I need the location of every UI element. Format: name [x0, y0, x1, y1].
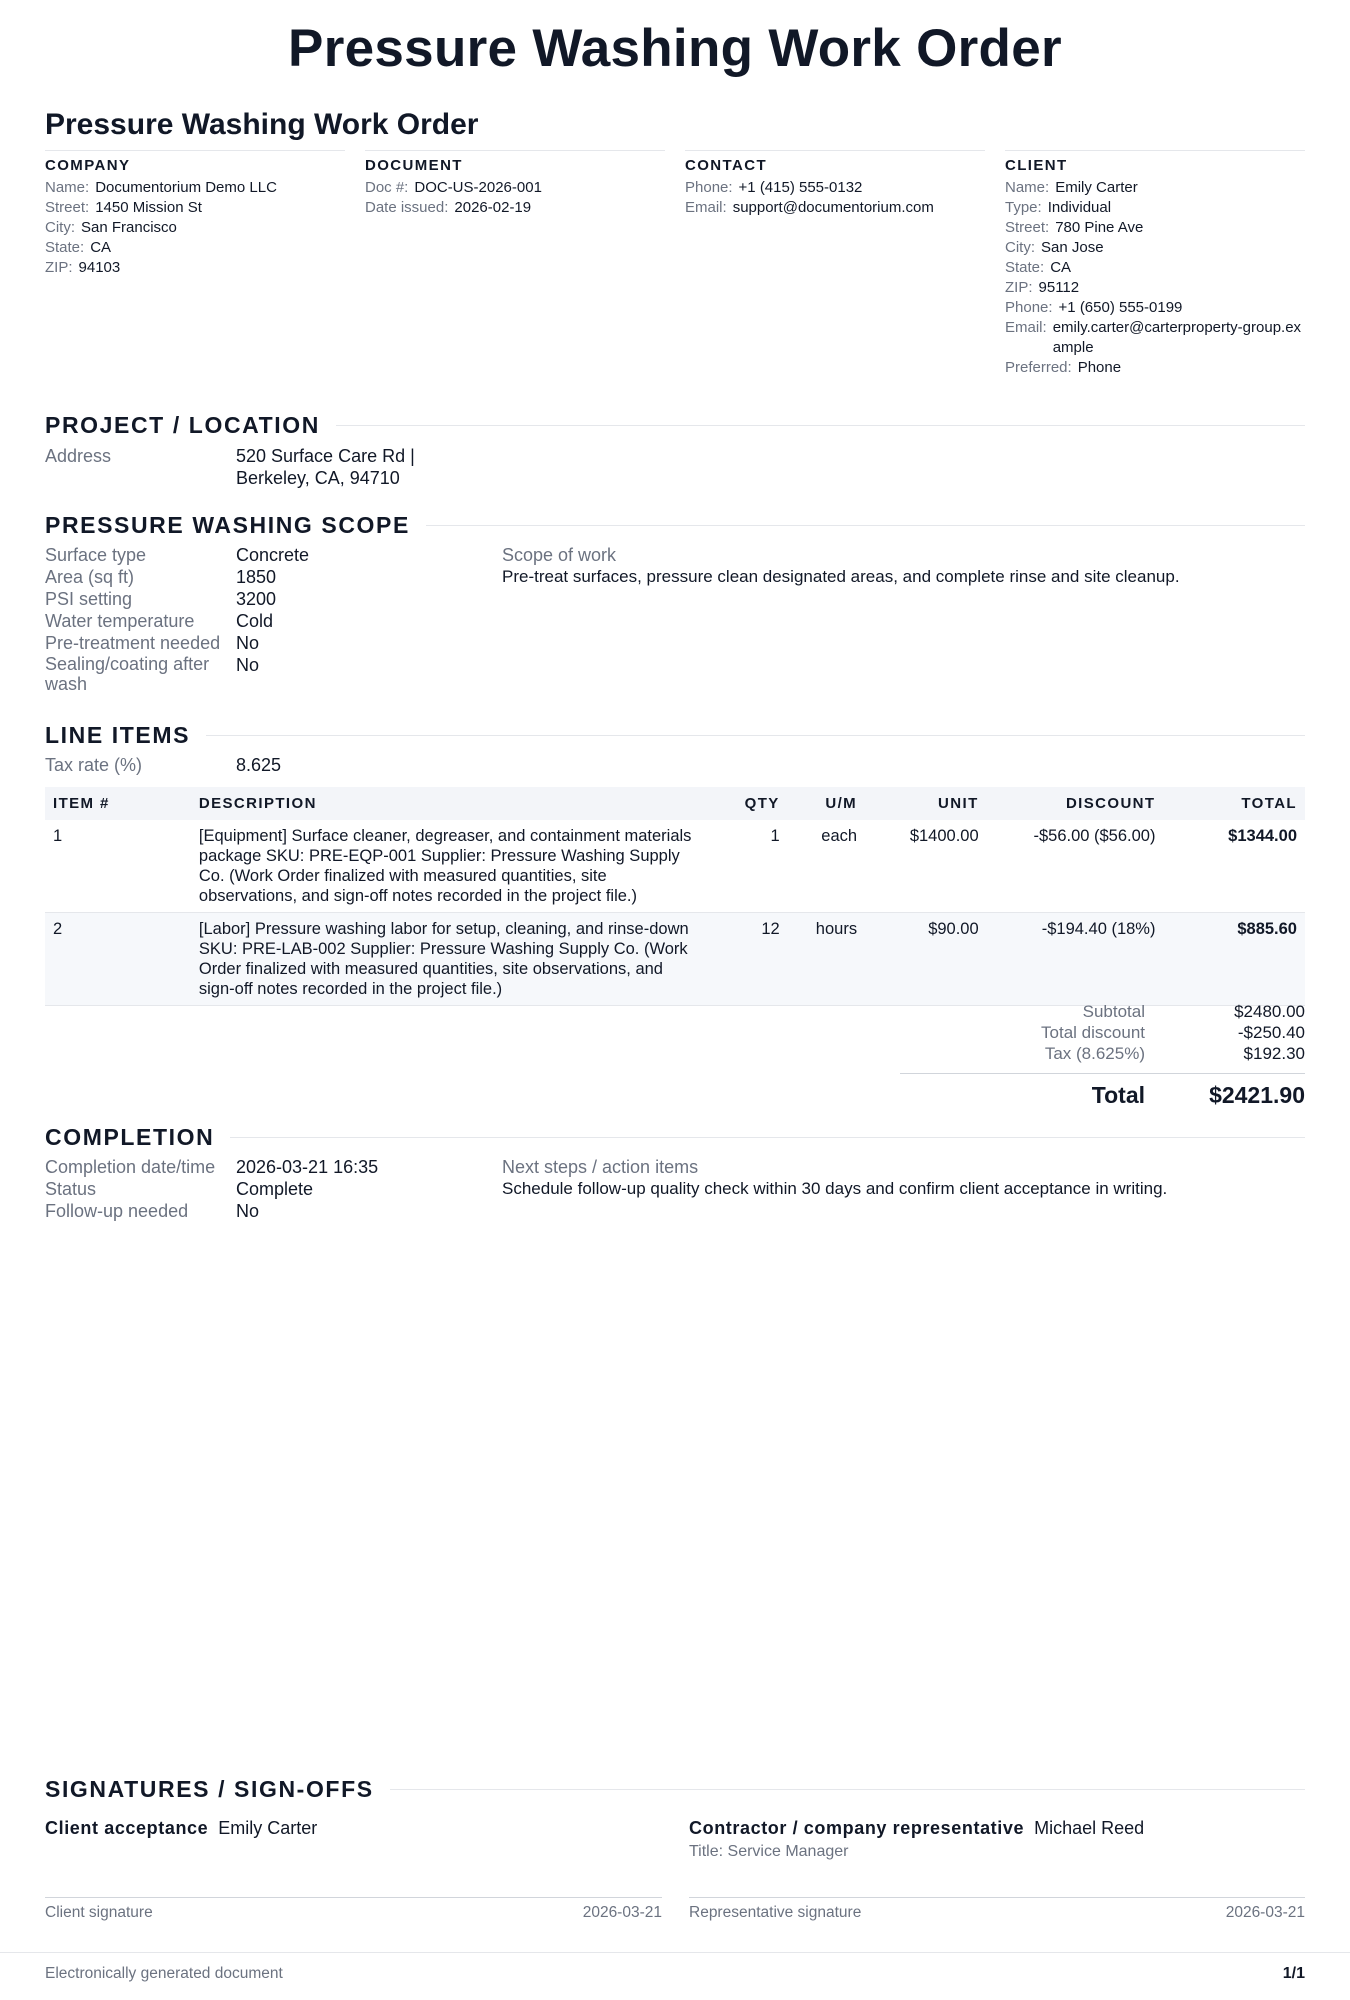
- col-description: DESCRIPTION: [191, 787, 710, 820]
- document-heading: DOCUMENT: [365, 157, 463, 174]
- rep-signer-name: Michael Reed: [1034, 1818, 1145, 1838]
- rep-acceptance: [689, 1818, 1144, 1839]
- document-block: [365, 150, 665, 378]
- rep-signature-date: 2026-03-21: [1225, 1904, 1305, 1921]
- client-state: State: CA: [1005, 259, 1072, 276]
- col-discount: DISCOUNT: [987, 787, 1164, 820]
- client-phone: Phone: +1 (650) 555-0199: [1005, 299, 1183, 316]
- rep-title: Title: Service Manager: [689, 1843, 849, 1860]
- client-heading: CLIENT: [1005, 157, 1068, 174]
- psi-value: 3200: [236, 589, 277, 609]
- col-item: ITEM #: [45, 787, 191, 820]
- row-description: [Labor] Pressure washing labor for setup, cleaning, and rinse-down SKU: PRE-LAB-002 Supplier: Pressure Washing Supply Co. (Work Order finalized with measured quantities, site observations, and sign-off notes recorded in the project file.): [191, 913, 710, 1006]
- followup-label: Follow-up needed: [45, 1201, 189, 1221]
- company-state: State: CA: [45, 239, 112, 256]
- area-label: Area (sq ft): [45, 567, 135, 587]
- doc-number: Doc #: DOC-US-2026-001: [365, 179, 542, 196]
- col-unit: UNIT: [865, 787, 987, 820]
- followup-value: No: [236, 1201, 260, 1221]
- divider: [390, 1789, 1305, 1790]
- address-label: Address: [45, 446, 112, 466]
- client-name: Name: Emily Carter: [1005, 179, 1138, 196]
- contact-email: Email: support@documentorium.com: [685, 199, 934, 216]
- area-value: 1850: [236, 567, 277, 587]
- client-block: [1005, 150, 1305, 378]
- row-um: hours: [788, 913, 865, 1006]
- rep-signature-caption: Representative signature: [689, 1904, 862, 1921]
- main-title: Pressure Washing Work Order: [288, 19, 1062, 78]
- header-info: [45, 150, 1305, 378]
- client-acceptance: [45, 1818, 317, 1839]
- client-preferred: Preferred: Phone: [1005, 359, 1122, 376]
- rep-signature-line: [689, 1897, 1305, 1898]
- client-signature-caption: Client signature: [45, 1904, 153, 1921]
- total-discount-row: Total discount -$250.40: [1041, 1023, 1305, 1042]
- col-qty: QTY: [710, 787, 787, 820]
- row-um: each: [788, 820, 865, 913]
- company-city: City: San Francisco: [45, 219, 177, 236]
- next-steps-text: Schedule follow-up quality check within 30 days and confirm client acceptance in writing.: [502, 1179, 1168, 1198]
- row-discount: -$194.40 (18%): [987, 913, 1164, 1006]
- row-discount: -$56.00 ($56.00): [987, 820, 1164, 913]
- water-temp-label: Water temperature: [45, 611, 195, 631]
- client-type: Type: Individual: [1005, 199, 1112, 216]
- col-um: U/M: [788, 787, 865, 820]
- psi-label: PSI setting: [45, 589, 133, 609]
- grand-total-row: Total $2421.90: [900, 1073, 1305, 1109]
- sub-title: Pressure Washing Work Order: [45, 108, 479, 141]
- client-street: Street: 780 Pine Ave: [1005, 219, 1144, 236]
- page-number: 1/1: [1282, 1965, 1305, 1982]
- table-header-row: [45, 787, 1305, 820]
- tax-rate-value: 8.625: [236, 755, 282, 775]
- divider: [426, 525, 1305, 526]
- project-section-heading: PROJECT / LOCATION: [45, 412, 1305, 439]
- table-row: [45, 820, 1305, 913]
- col-total: TOTAL: [1163, 787, 1305, 820]
- sealing-label: Sealing/coating after wash: [45, 654, 210, 694]
- client-signature-line: [45, 1897, 662, 1898]
- surface-type-value: Concrete: [236, 545, 310, 565]
- footer-divider: [0, 1952, 1350, 1953]
- company-heading: COMPANY: [45, 157, 131, 174]
- water-temp-value: Cold: [236, 611, 274, 631]
- divider: [230, 1137, 1305, 1138]
- completion-datetime-value: 2026-03-21 16:35: [236, 1157, 379, 1177]
- line-items-section-heading: LINE ITEMS: [45, 722, 1305, 749]
- status-value: Complete: [236, 1179, 314, 1199]
- row-unit: $90.00: [865, 913, 987, 1006]
- client-signature-date: 2026-03-21: [582, 1904, 662, 1921]
- rep-role: Contractor / company representative: [689, 1818, 1025, 1838]
- row-description: [Equipment] Surface cleaner, degreaser, and containment materials package SKU: PRE-EQP-001 Supplier: Pressure Washing Supply Co. (Work Order finalized with measured quantities, site observations, and sign-off notes recorded in the project file.): [191, 820, 710, 913]
- scope-section-heading: PRESSURE WASHING SCOPE: [45, 512, 1305, 539]
- totals-block: [900, 1001, 1305, 1064]
- sealing-value: No: [236, 655, 260, 675]
- row-total: $885.60: [1163, 913, 1305, 1006]
- client-role: Client acceptance: [45, 1818, 209, 1838]
- pretreat-value: No: [236, 633, 260, 653]
- client-zip: ZIP: 95112: [1005, 279, 1080, 296]
- company-zip: ZIP: 94103: [45, 259, 121, 276]
- footer-note: Electronically generated document: [45, 1965, 283, 1982]
- surface-type-label: Surface type: [45, 545, 147, 565]
- date-issued: Date issued: 2026-02-19: [365, 199, 532, 216]
- contact-block: [685, 150, 985, 378]
- address-value: 520 Surface Care Rd | Berkeley, CA, 94710: [236, 446, 415, 488]
- company-street: Street: 1450 Mission St: [45, 199, 202, 216]
- client-signer-name: Emily Carter: [218, 1818, 318, 1838]
- contact-heading: CONTACT: [685, 157, 768, 174]
- row-total: $1344.00: [1163, 820, 1305, 913]
- row-item: 2: [45, 913, 191, 1006]
- completion-datetime-label: Completion date/time: [45, 1157, 216, 1177]
- company-block: [45, 150, 345, 378]
- pretreat-label: Pre-treatment needed: [45, 633, 221, 653]
- row-qty: 1: [710, 820, 787, 913]
- next-steps-label: Next steps / action items: [502, 1157, 699, 1177]
- tax-rate-label: Tax rate (%): [45, 755, 143, 775]
- company-name: Name: Documentorium Demo LLC: [45, 179, 277, 196]
- client-city: City: San Jose: [1005, 239, 1104, 256]
- row-qty: 12: [710, 913, 787, 1006]
- signatures-section-heading: SIGNATURES / SIGN-OFFS: [45, 1776, 1305, 1803]
- table-row: [45, 913, 1305, 1006]
- client-email: Email: emily.carter@carterproperty-group.example: [1005, 319, 1302, 356]
- row-item: 1: [45, 820, 191, 913]
- status-label: Status: [45, 1179, 97, 1199]
- tax-row: Tax (8.625%) $192.30: [1044, 1044, 1305, 1063]
- contact-phone: Phone: +1 (415) 555-0132: [685, 179, 863, 196]
- row-unit: $1400.00: [865, 820, 987, 913]
- divider: [336, 425, 1305, 426]
- scope-of-work-text: Pre-treat surfaces, pressure clean designated areas, and complete rinse and site cleanup.: [502, 567, 1180, 586]
- subtotal-row: Subtotal $2480.00: [1082, 1002, 1305, 1021]
- scope-of-work-label: Scope of work: [502, 545, 617, 565]
- completion-section-heading: COMPLETION: [45, 1124, 1305, 1151]
- line-items-table: [45, 787, 1305, 1006]
- divider: [206, 735, 1305, 736]
